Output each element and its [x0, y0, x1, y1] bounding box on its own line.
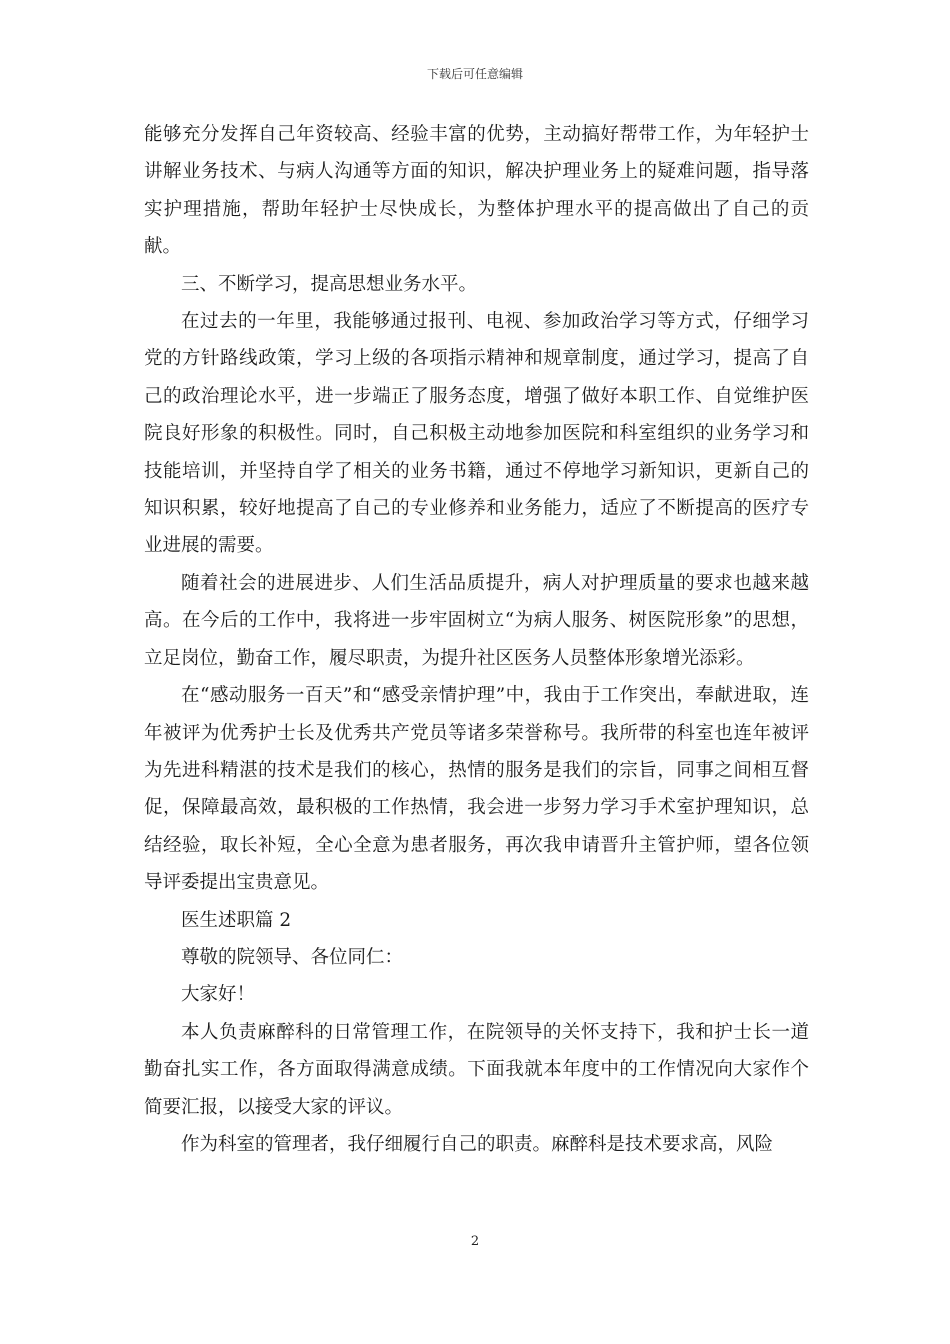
section-heading: 三、不断学习，提高思想业务水平。 [181, 273, 478, 295]
paragraph: 在“感动服务一百天”和“感受亲情护理”中，我由于工作突出，奉献进取，连年被评为优秀护士长及优秀共产党员等诸多荣誉称号。我所带的科室也连年被评为先进科精湛的技术是我们的核心，热情的服务是我们的宗旨，同事之间相互督促，保障最高效，最积极的工作热情，我会进一步努力学习手术室护理知识，总结经验，取长补短，全心全意为患者服务，再次我申请晋升主管护师，望各位领导评委提出宝贵意见。 [144, 685, 809, 894]
paragraph: 本人负责麻醉科的日常管理工作，在院领导的关怀支持下，我和护士长一道勤奋扎实工作，各方面取得满意成绩。下面我就本年度中的工作情况向大家作个简要汇报，以接受大家的评议。 [144, 1021, 809, 1118]
paragraph: 在过去的一年里，我能够通过报刊、电视、参加政治学习等方式，仔细学习党的方针路线政策，学习上级的各项指示精神和规章制度，通过学习，提高了自己的政治理论水平，进一步端正了服务态度，增强了做好本职工作、自觉维护医院良好形象的积极性。同时，自己积极主动地参加医院和科室组织的业务学习和技能培训，并坚持自学了相关的业务书籍，通过不停地学习新知识，更新自己的知识积累，较好地提高了自己的专业修养和业务能力，适应了不断提高的医疗专业进展的需要。 [144, 311, 809, 557]
page-number: 2 [470, 1234, 480, 1249]
salutation: 尊敬的院领导、各位同仁： [181, 946, 404, 968]
paragraph-continuation: 能够充分发挥自己年资较高、经验丰富的优势，主动搞好帮带工作，为年轻护士讲解业务技术、与病人沟通等方面的知识，解决护理业务上的疑难问题，指导落实护理措施，帮助年轻护士尽快成长，为整体护理水平的提高做出了自己的贡献。 [144, 124, 809, 258]
page-header: 下载后可任意编辑 [426, 67, 523, 81]
greeting: 大家好！ [181, 984, 256, 1006]
paragraph: 作为科室的管理者，我仔细履行自己的职责。麻醉科是技术要求高，风险 [181, 1133, 774, 1155]
paragraph: 随着社会的进展进步、人们生活品质提升，病人对护理质量的要求也越来越高。在今后的工作中，我将进一步牢固树立“为病人服务、树医院形象”的思想，立足岗位，勤奋工作，履尽职责，为提升社区医务人员整体形象增光添彩。 [144, 572, 809, 669]
article-title: 医生述职篇 2 [181, 909, 292, 931]
document-body [144, 116, 809, 1163]
